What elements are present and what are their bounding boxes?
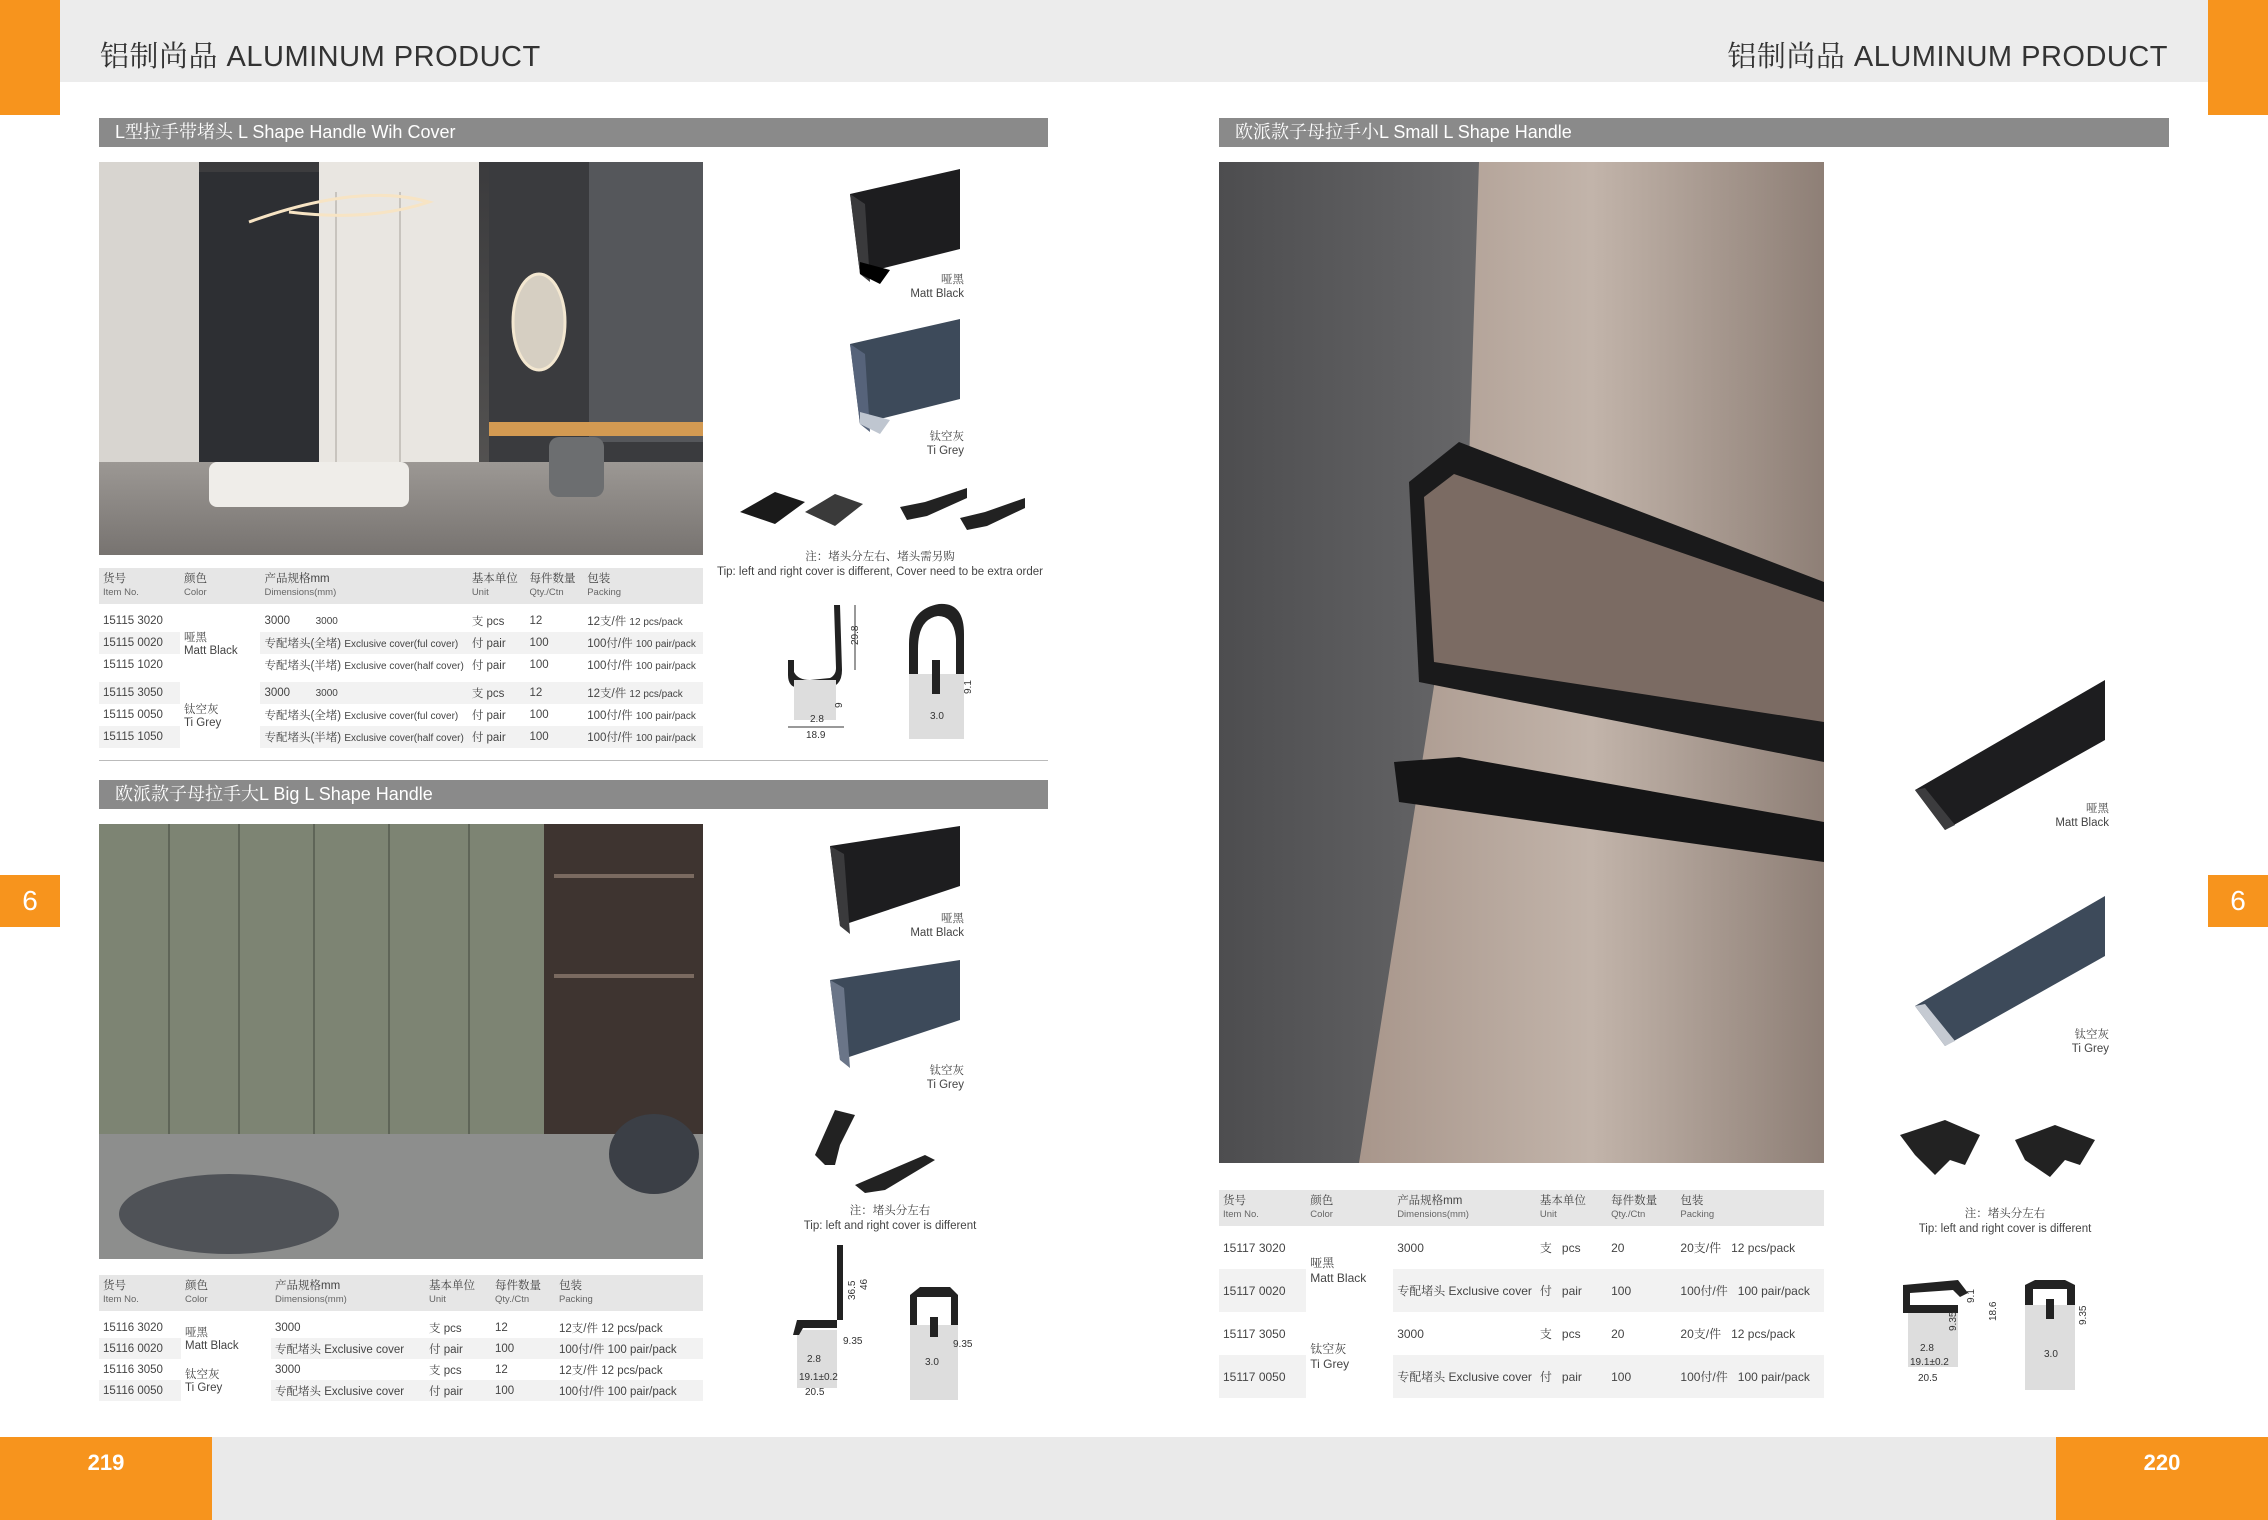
table-row: 15117 0020 专配堵头 Exclusive cover 付 pair 100 100付/件 100 pair/pack: [1219, 1269, 1824, 1312]
page-number-right: 220: [2056, 1437, 2268, 1520]
header-title-right: 铝制尚品 ALUMINUM PRODUCT: [1727, 41, 2168, 73]
header-title-left: 铝制尚品 ALUMINUM PRODUCT: [100, 41, 541, 73]
table-row: 15115 1020 专配堵头(半堵) Exclusive cover(half cover) 付 pair 100 100付/件 100 pair/pack: [103, 659, 696, 672]
table-header-row: 货号 Item No. 颜色 Color 产品规格mm Dimensions(mm) 基本单位 Unit 每件数量 Qty./Ctn 包装 Packing: [1219, 1190, 1824, 1226]
side-tab-right: 6: [2208, 875, 2268, 927]
dim-h2-big: 46: [859, 1278, 870, 1290]
table-row: 15117 0050 专配堵头 Exclusive cover 付 pair 100 100付/件 100 pair/pack: [1219, 1355, 1824, 1398]
interior-photo-wardrobe: [99, 824, 703, 1259]
product-image-end-covers-3: [1895, 1115, 2105, 1185]
diagram-profile-big-l: [785, 1240, 885, 1405]
interior-photo-bedroom: [99, 162, 703, 555]
spec-table-l-cover: [99, 568, 703, 748]
diagram-cover-big-l: [905, 1265, 985, 1405]
section-title-l-cover: L型拉手带堵头 L Shape Handle Wih Cover: [99, 118, 1048, 147]
spec-table-big-l: [99, 1275, 703, 1401]
side-tab-left: 6: [0, 875, 60, 927]
dim-w2-big: 20.5: [805, 1387, 825, 1398]
closeup-photo-handle: [1219, 162, 1824, 1163]
footer-band: [0, 1437, 2268, 1520]
table-header-row: 货号 Item No. 颜色 Color 产品规格mm Dimensions(mm) 基本单位 Unit 每件数量 Qty./Ctn 包装 Packing: [99, 1275, 703, 1311]
dim-base-l1: 9: [834, 702, 845, 708]
caption-matt-black-1: 哑黑 Matt Black: [910, 274, 964, 300]
table-row: 15116 3020 哑黑 Matt Black 3000 支 pcs 12 12支/件 12 pcs/pack: [103, 1321, 663, 1352]
dim-h-cover-big: 9.35: [953, 1339, 973, 1350]
dim-h1-small: 9.1: [1966, 1289, 1977, 1303]
dim-gap-big: 2.8: [807, 1354, 821, 1365]
diagram-profile-l-cover: [780, 600, 870, 742]
table-row: 15115 3050 钛空灰 Ti Grey 3000 3000 支 pcs 12 12支/件 12 pcs/pack: [99, 682, 703, 704]
dim-height-c1: 9.1: [963, 680, 974, 694]
caption-ti-grey-1: 钛空灰 Ti Grey: [926, 431, 964, 457]
dim-h1-big: 36.5: [847, 1280, 858, 1300]
diagram-cover-l-cover: [904, 594, 974, 744]
section-divider: [99, 760, 1048, 761]
section-title-small-l: 欧派款子母拉手小L Small L Shape Handle: [1219, 118, 2169, 147]
table-header-row: 货号 Item No. 颜色 Color 产品规格mm Dimensions(mm) 基本单位 Unit 每件数量 Qty./Ctn 包装 Packing: [99, 568, 703, 604]
caption-matt-black-3: 哑黑 Matt Black: [2055, 803, 2109, 829]
dim-inner-small: 9.35: [1948, 1311, 1959, 1331]
dim-w1-small: 19.1±0.2: [1910, 1357, 1949, 1368]
dim-width-l1: 18.9: [806, 730, 826, 741]
table-row: 15116 0050 专配堵头 Exclusive cover 付 pair 100 100付/件 100 pair/pack: [99, 1380, 703, 1401]
dim-h2-small: 18.6: [1988, 1301, 1999, 1321]
product-image-end-covers-1: [735, 482, 1035, 537]
dim-w-cover-big: 3.0: [925, 1357, 939, 1368]
tip-l-cover: 注：堵头分左右、堵头需另购 Tip: left and right cover is different, Cover need to be extra order: [716, 551, 1043, 578]
header-accent-right: [2208, 0, 2268, 115]
dim-w2-small: 20.5: [1918, 1373, 1938, 1384]
dim-h-cover-small: 9.35: [2078, 1305, 2089, 1325]
header-accent-left: [0, 0, 60, 115]
caption-ti-grey-3: 钛空灰 Ti Grey: [2071, 1029, 2109, 1055]
section-title-big-l: 欧派款子母拉手大L Big L Shape Handle: [99, 780, 1048, 809]
caption-ti-grey-2: 钛空灰 Ti Grey: [926, 1065, 964, 1091]
product-image-end-covers-2: [805, 1105, 945, 1195]
diagram-profile-small-l: [1898, 1275, 2008, 1387]
dim-height-l1: 29.8: [850, 625, 861, 645]
table-row: 15115 0050 专配堵头(全堵) Exclusive cover(ful cover) 付 pair 100 100付/件 100 pair/pack: [103, 709, 696, 722]
table-row: 15115 0020 专配堵头(全堵) Exclusive cover(ful cover) 付 pair 100 100付/件 100 pair/pack: [99, 632, 703, 654]
dim-gap-l1: 2.8: [810, 714, 824, 725]
dim-w-cover-small: 3.0: [2044, 1349, 2058, 1360]
dim-inner-big: 9.35: [843, 1336, 863, 1347]
diagram-cover-small-l: [2020, 1275, 2095, 1395]
dim-width-c1: 3.0: [930, 711, 944, 722]
dim-w1-big: 19.1±0.2: [799, 1372, 838, 1383]
tip-small-l: 注：堵头分左右 Tip: left and right cover is different: [1918, 1208, 2092, 1235]
table-row: 15116 3050 钛空灰 Ti Grey 3000 支 pcs 12 12支/件 12 pcs/pack: [103, 1363, 663, 1394]
page-number-left: 219: [0, 1437, 212, 1520]
table-row: 15115 3020 哑黑 Matt Black 3000 3000 支 pcs 12 12支/件 12 pcs/pack: [103, 615, 683, 657]
dim-gap-small: 2.8: [1920, 1343, 1934, 1354]
table-row: 15117 3050 钛空灰 Ti Grey 3000 支 pcs 20 20支/件 12 pcs/pack: [1223, 1326, 1796, 1371]
spec-table-small-l: [1219, 1190, 1824, 1398]
product-image-ti-grey-big-l: [810, 960, 965, 1080]
caption-matt-black-2: 哑黑 Matt Black: [910, 913, 964, 939]
table-row: 15115 1050 专配堵头(半堵) Exclusive cover(half cover) 付 pair 100 100付/件 100 pair/pack: [99, 726, 703, 748]
tip-big-l: 注：堵头分左右 Tip: left and right cover is different: [803, 1205, 977, 1232]
table-row: 15117 3020 哑黑 Matt Black 3000 支 pcs 20 20支/件 12 pcs/pack: [1223, 1240, 1796, 1285]
table-row: 15116 0020 专配堵头 Exclusive cover 付 pair 100 100付/件 100 pair/pack: [99, 1338, 703, 1359]
